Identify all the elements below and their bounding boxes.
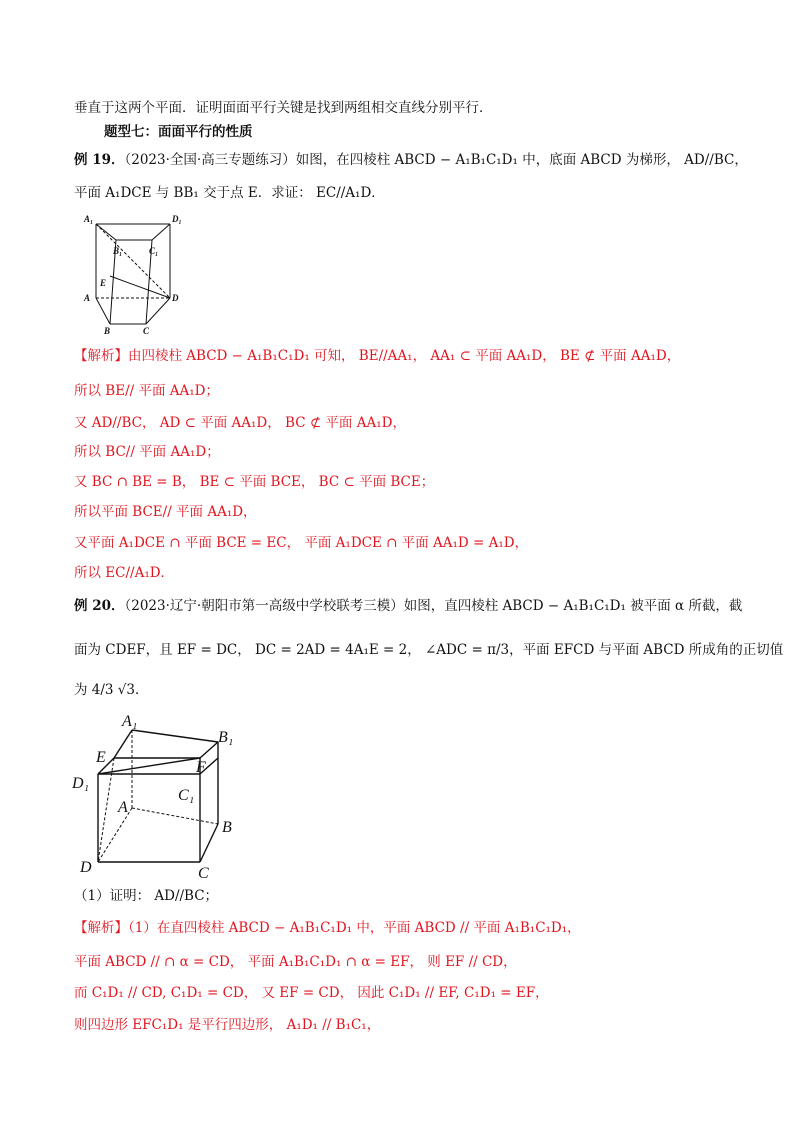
label-D1-20: D₁ [72, 775, 90, 792]
example-20-question-1: （1）证明： AD//BC； [74, 888, 219, 904]
solution-19-line6: 所以平面 BCE// 平面 AA₁D， [74, 504, 257, 520]
example-19-line1 [74, 150, 748, 170]
solution-19-line7: 又平面 A₁DCE ∩ 平面 BCE = EC， 平面 A₁DCE ∩ 平面 AA₁D = A₁D， [74, 535, 529, 551]
label-A-20: A [118, 799, 128, 816]
label-C1-20: C₁ [178, 787, 195, 804]
label-D1: D₁ [172, 214, 182, 224]
example-20-line3: 为 4/3 √3． [74, 682, 149, 698]
label-E-20: E [96, 749, 106, 766]
prism-figure-20 [70, 712, 250, 882]
example-19-stem-1: （2023·全国·高三专题练习）如图，在四棱柱 ABCD − A₁B₁C₁D₁ 中，底面 ABCD 为梯形， AD//BC， [124, 152, 748, 168]
solution-20-line4: 则四边形 EFC₁D₁ 是平行四边形， A₁D₁ // B₁C₁， [74, 1017, 381, 1033]
solution-19-line4: 所以 BC// 平面 AA₁D； [74, 444, 220, 460]
example-20-line2: 面为 CDEF，且 EF = DC， DC = 2AD = 4A₁E = 2， ∠ADC = π/3，平面 EFCD 与平面 ABCD 所成角的正切值 [74, 642, 784, 658]
label-C-20: C [198, 865, 209, 882]
label-D: D [172, 293, 179, 303]
label-A: A [84, 293, 91, 303]
solution-19-line1: 【解析】由四棱柱 ABCD − A₁B₁C₁D₁ 可知， BE//AA₁， AA₁ ⊂ 平面 AA₁D， BE ⊄ 平面 AA₁D， [74, 348, 681, 364]
example-20-label: 例 20． [74, 598, 125, 614]
solution-20-line1: 【解析】（1）在直四棱柱 ABCD − A₁B₁C₁D₁ 中，平面 ABCD // 平面 A₁B₁C₁D₁， [74, 920, 581, 936]
solution-19-line8: 所以 EC//A₁D． [74, 565, 175, 581]
solution-20-line2: 平面 ABCD // ∩ α = CD， 平面 A₁B₁C₁D₁ ∩ α = EF， 则 EF // CD， [74, 954, 517, 970]
solution-19-line5: 又 BC ∩ BE = B， BE ⊂ 平面 BCE， BC ⊂ 平面 BCE； [74, 474, 435, 490]
example-19-label: 例 19． [74, 152, 125, 168]
label-B1: B₁ [113, 246, 123, 256]
label-C: C [143, 326, 150, 335]
label-D-20: D [80, 859, 92, 876]
intro-text: 垂直于这两个平面．证明面面平行关键是找到两组相交直线分别平行． [74, 100, 493, 116]
example-20-line1 [74, 596, 742, 616]
solution-19-line3: 又 AD//BC， AD ⊂ 平面 AA₁D， BC ⊄ 平面 AA₁D， [74, 415, 406, 431]
label-A1: A₁ [84, 214, 94, 224]
label-A1-20: A₁ [122, 713, 138, 730]
section-heading: 题型七：面面平行的性质 [104, 124, 253, 140]
label-F-20: F [196, 759, 206, 776]
label-C1: C₁ [149, 246, 159, 256]
label-B-20: B [222, 819, 232, 836]
example-19-line2: 平面 A₁DCE 与 BB₁ 交于点 E．求证： EC//A₁D． [74, 185, 385, 201]
solution-19-line2: 所以 BE// 平面 AA₁D； [74, 383, 219, 399]
prism-figure-19 [80, 210, 190, 335]
solution-20-line3: 而 C₁D₁ // CD, C₁D₁ = CD， 又 EF = CD， 因此 C₁D₁ // EF, C₁D₁ = EF， [74, 985, 549, 1001]
label-E: E [100, 278, 107, 288]
example-20-stem-1: （2023·辽宁·朝阳市第一高级中学校联考三模）如图，直四棱柱 ABCD − A₁B₁C₁D₁ 被平面 α 所截，截 [124, 598, 743, 614]
label-B: B [104, 326, 111, 335]
label-B1-20: B₁ [218, 729, 234, 746]
